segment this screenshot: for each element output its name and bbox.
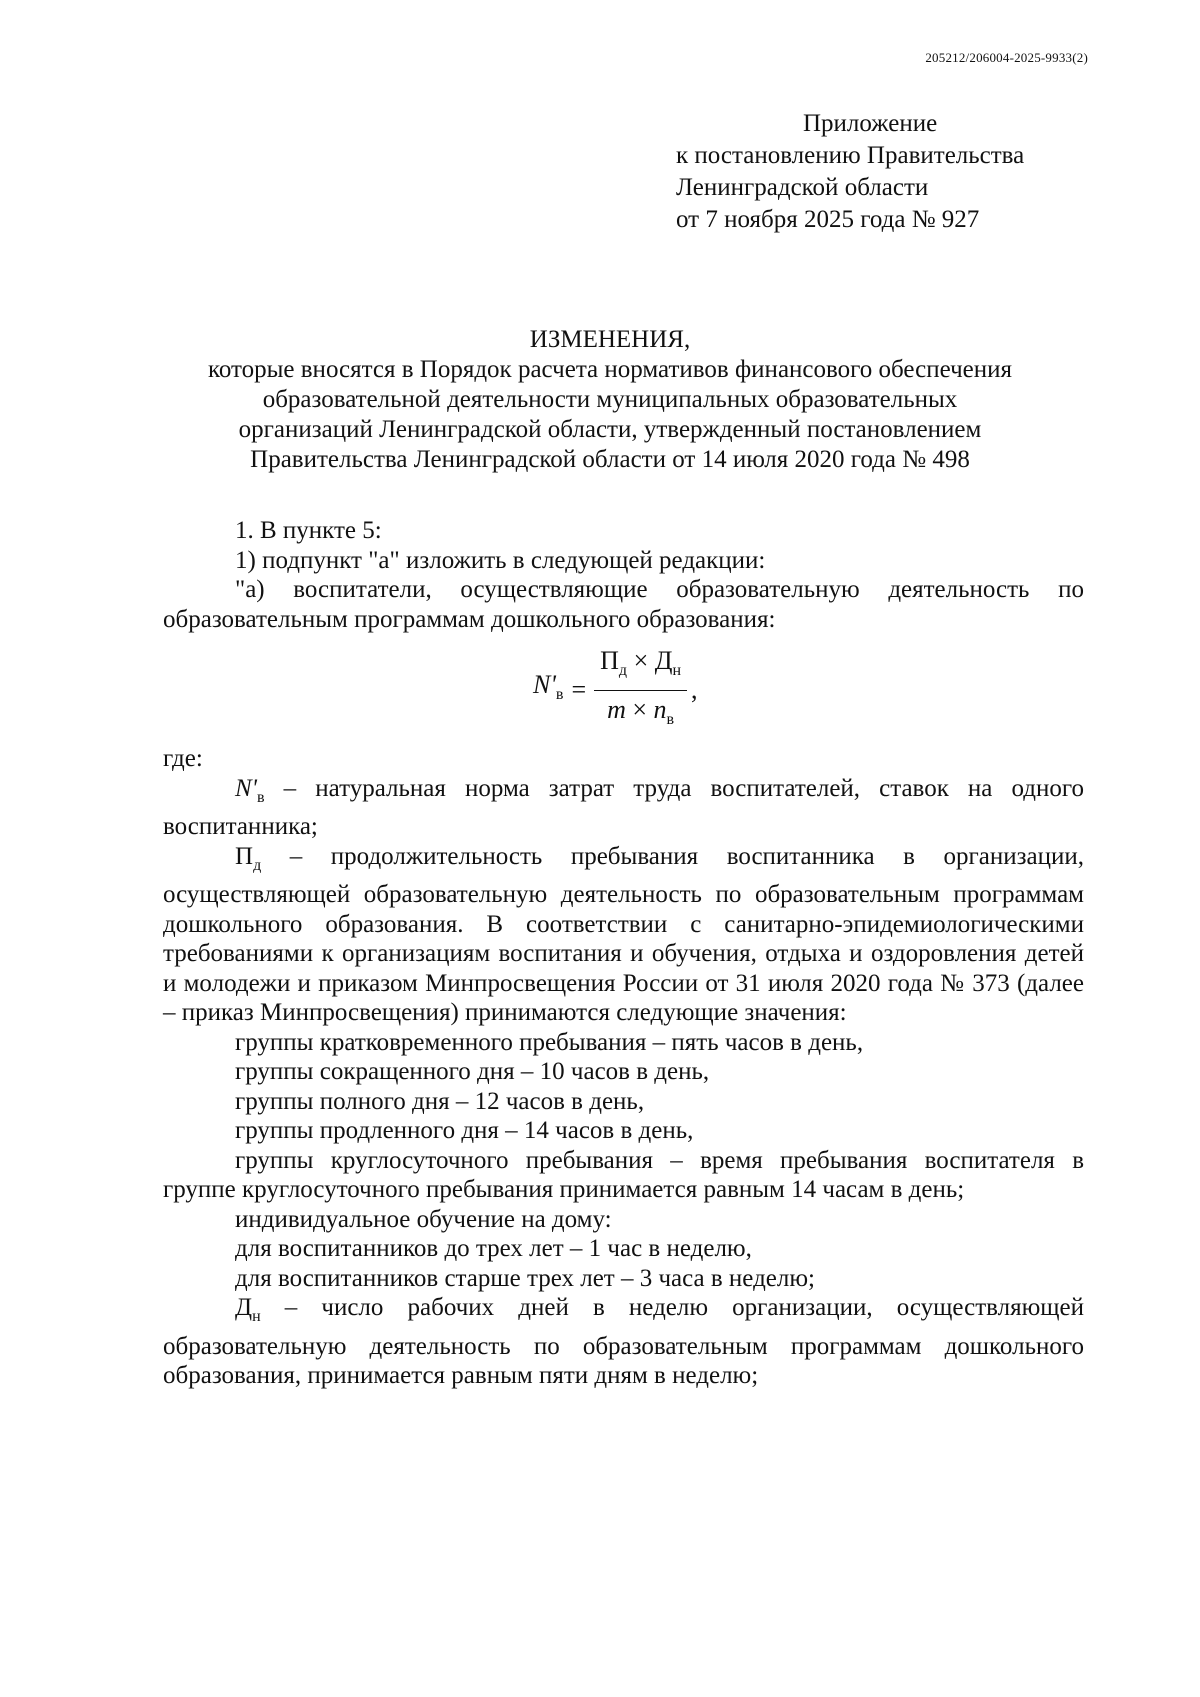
formula-lhs: $N'_в$ bbox=[533, 670, 564, 704]
heading-title: ИЗМЕНЕНИЯ, bbox=[529, 326, 691, 353]
appendix-line: к постановлению Правительства bbox=[676, 142, 1025, 169]
item-a: "а) воспитатели, осуществляющие образовательную деятельность по образовательным программам дошкольного образования: bbox=[163, 576, 1084, 633]
home-education-title: индивидуальное обучение на дому: bbox=[235, 1205, 612, 1233]
formula-equals: = bbox=[571, 675, 587, 705]
group-round-the-clock: группы круглосуточного пребывания – время пребывания воспитателя в группе круглосуточного пребывания принимается равным 14 часам в день; bbox=[163, 1146, 1084, 1203]
group-item: группы сокращенного дня – 10 часов в день, bbox=[235, 1058, 710, 1085]
appendix-block bbox=[676, 108, 1116, 236]
heading-line: которые вносятся в Порядок расчета нормативов финансового обеспечения bbox=[207, 356, 1013, 383]
heading-line: образовательной деятельности муниципальных образовательных bbox=[262, 386, 958, 413]
formula-numerator: $П_д \times Д_н$ bbox=[594, 646, 687, 691]
formula-comma: , bbox=[691, 675, 698, 705]
home-education-item: для воспитанников до трех лет – 1 час в неделю, bbox=[235, 1235, 752, 1262]
heading-line: Правительства Ленинградской области от 14 июля 2020 года № 498 bbox=[250, 446, 970, 473]
heading-line: организаций Ленинградской области, утвержденный постановлением bbox=[238, 416, 982, 443]
group-item: группы кратковременного пребывания – пять часов в день, bbox=[235, 1028, 864, 1056]
group-item: группы продленного дня – 14 часов в день, bbox=[235, 1117, 694, 1144]
definition-dn: $Д_н$ – число рабочих дней в неделю организации, осуществляющей образовательную деятельность по образовательным программам дошкольного образования, принимается равным пяти дням в неделю; bbox=[163, 1294, 1084, 1389]
definition-pd: $П_д$ – продолжительность пребывания воспитанника в организации, осуществляющей образовательную деятельность по образовательным программам дошкольного образования. В соответствии с санитарно-эпидемиологическими требованиями к организациям воспитания и обучения, отдыха и оздоровления детей и молодежи и приказом Минпросвещения России от 31 июля 2020 года № 373 (далее – приказ Минпросвещения) принимаются следующие значения: bbox=[163, 842, 1084, 1026]
group-item: группы полного дня – 12 часов в день, bbox=[235, 1087, 645, 1115]
appendix-line: от 7 ноября 2025 года № 927 bbox=[676, 206, 980, 233]
document-id: 205212/206004-2025-9933(2) bbox=[925, 50, 1088, 65]
formula-denominator: $m \times n_в$ bbox=[607, 694, 675, 728]
document-heading bbox=[130, 325, 1090, 475]
where-label: где: bbox=[163, 745, 203, 772]
document-body bbox=[163, 516, 1084, 1391]
appendix-line: Приложение bbox=[803, 110, 938, 137]
formula-fraction bbox=[594, 646, 687, 734]
point-1: 1. В пункте 5: bbox=[235, 517, 382, 544]
definition-n: $N'_в$ – натуральная норма затрат труда воспитателей, ставок на одного воспитанника; bbox=[163, 774, 1084, 840]
home-education-item: для воспитанников старше трех лет – 3 часа в неделю; bbox=[235, 1264, 815, 1292]
subpoint-1: 1) подпункт "а" изложить в следующей редакции: bbox=[235, 546, 766, 574]
appendix-line: Ленинградской области bbox=[676, 174, 929, 201]
formula bbox=[163, 634, 1084, 744]
